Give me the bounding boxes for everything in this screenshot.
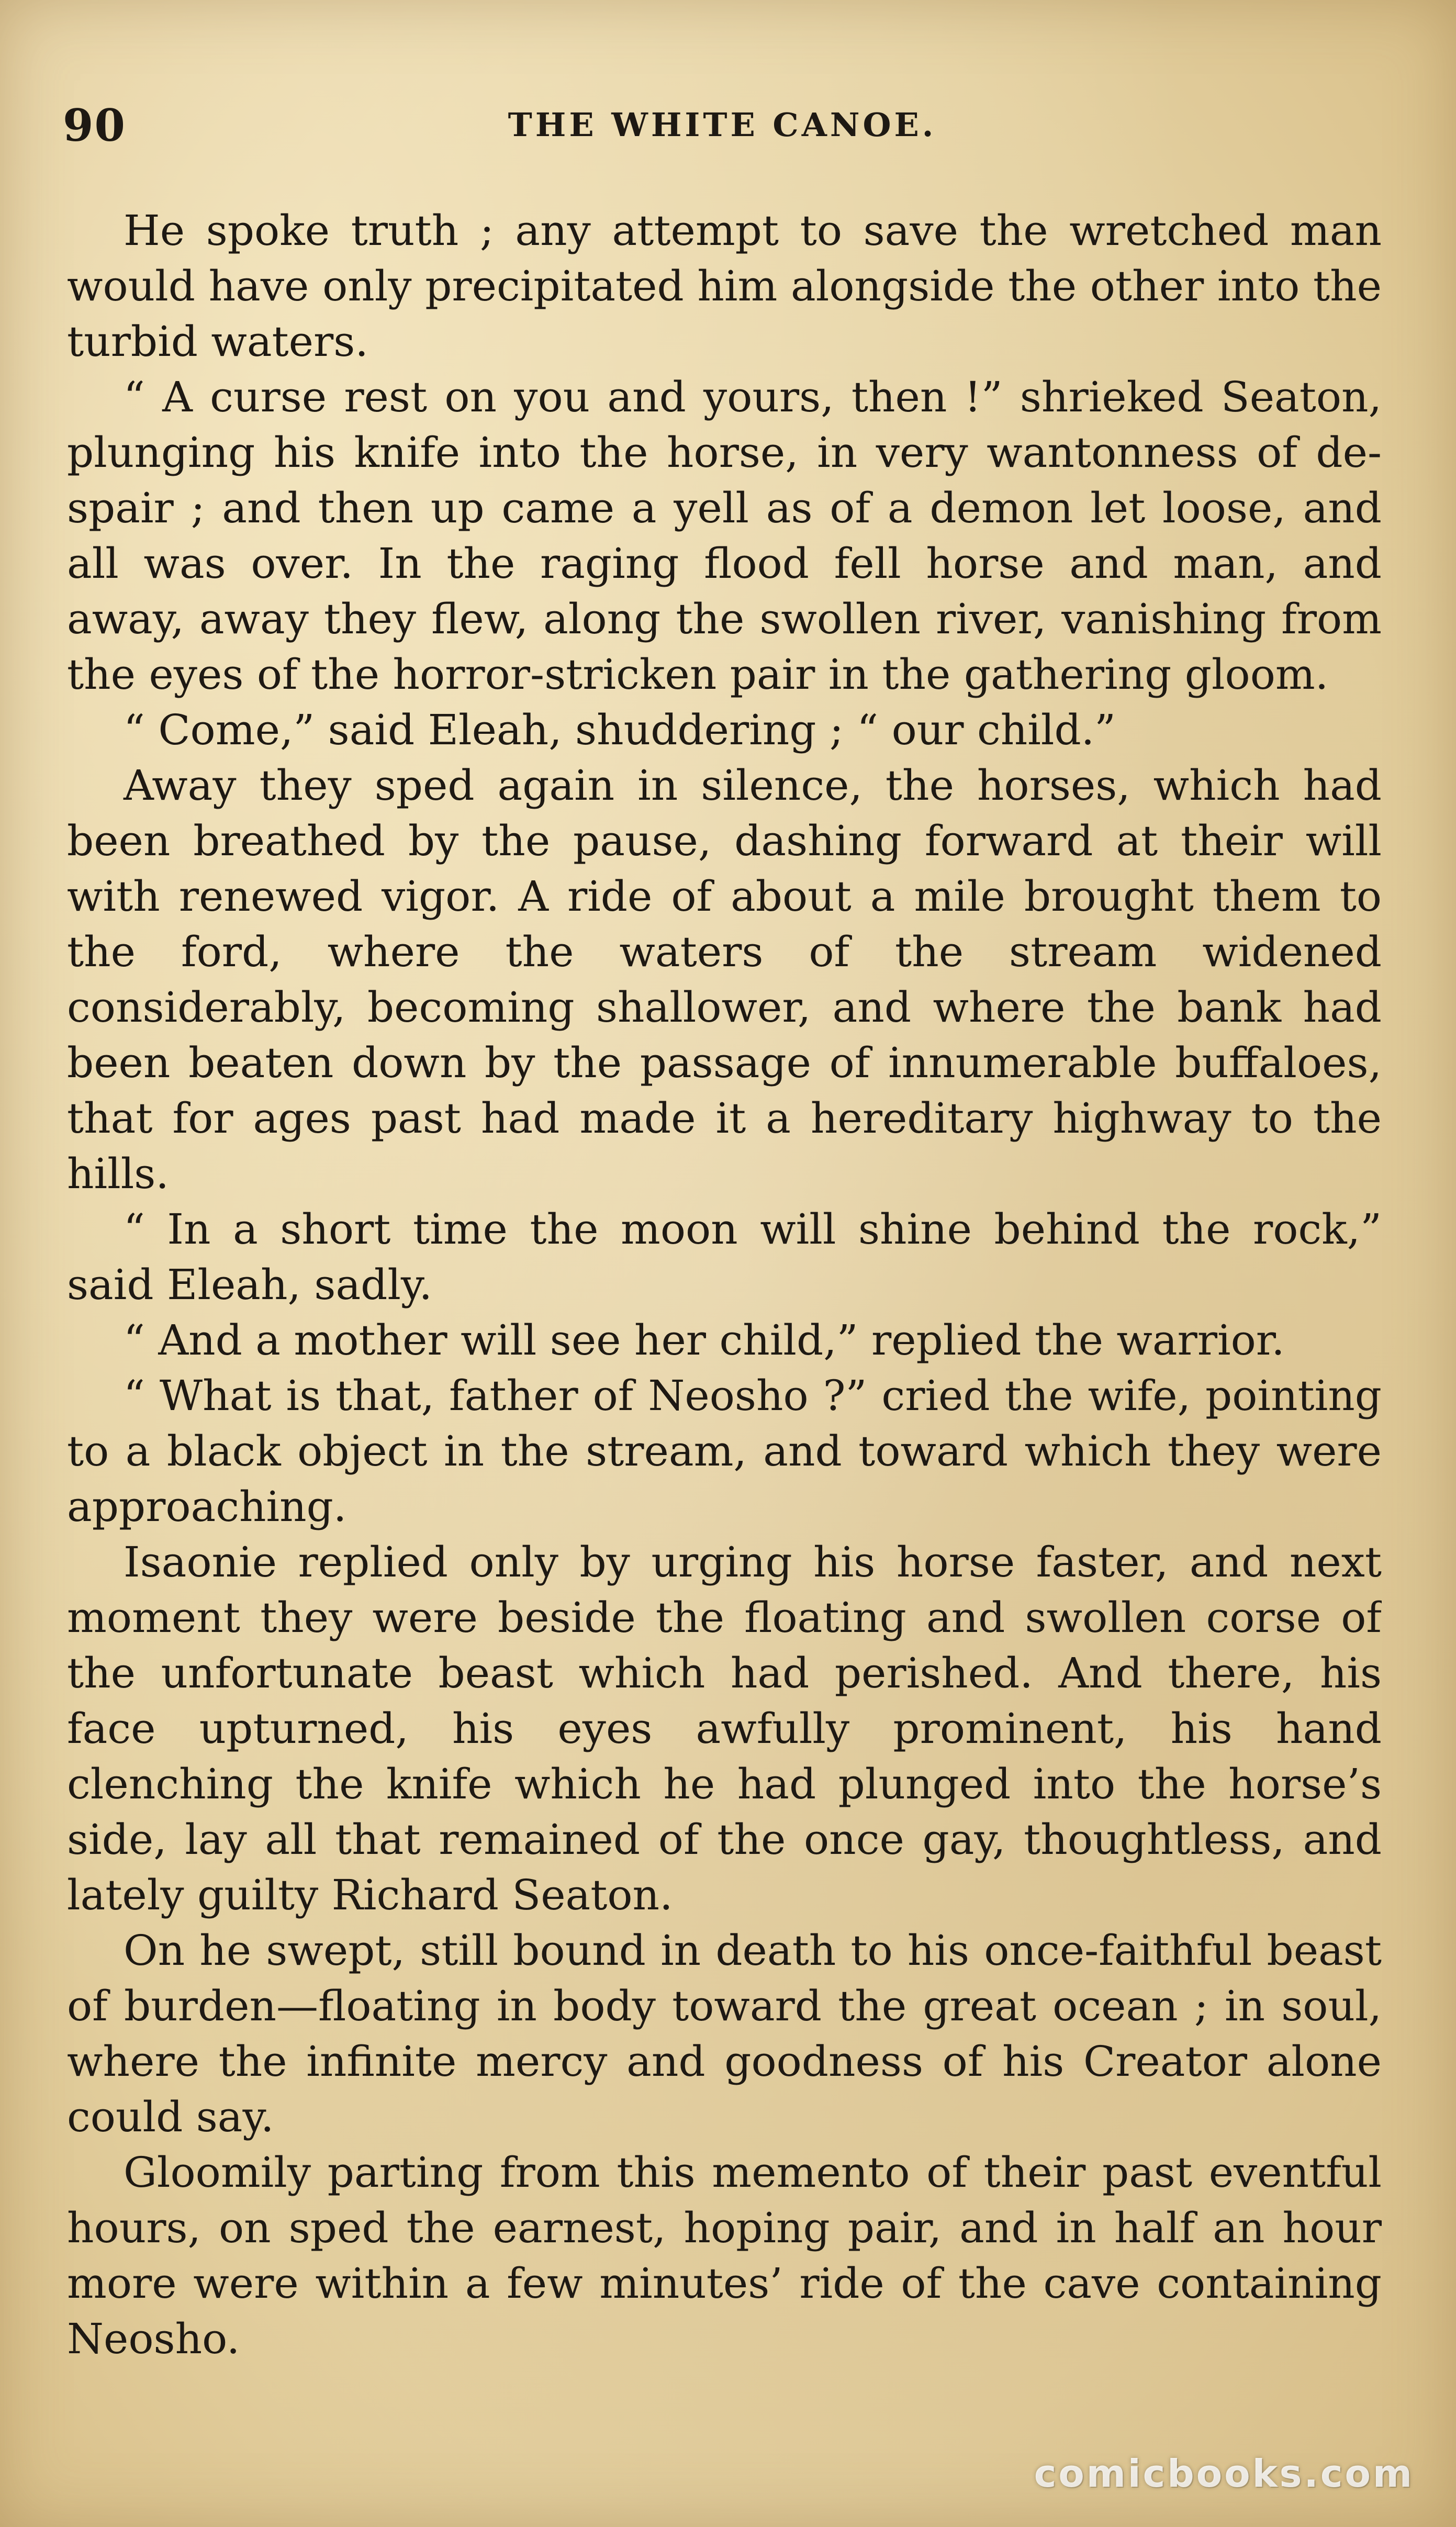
paragraph: Away they sped again in silence, the horses, which had been breathed by the pause, dashing forward at their will with renewed vigor. A ride of about a mile brought them to the ford, where the waters of the stream widened considerably, becoming shallower, and where the bank had been beaten down by the passage of innumerable buffaloes, that for ages past had made it a hereditary highway to the hills. bbox=[67, 761, 1382, 1198]
paragraph: “ And a mother will see her child,” replied the warrior. bbox=[124, 1316, 1285, 1365]
paragraph: Gloomily parting from this memento of their past eventful hours, on sped the earnest, hoping pair, and in half an hour more were within a few minutes’ ride of the cave containing Neosho. bbox=[67, 2148, 1382, 2363]
paragraph: “ In a short time the moon will shine behind the rock,” said Eleah, sadly. bbox=[67, 1205, 1382, 1309]
watermark: comicbooks.com bbox=[1034, 2452, 1414, 2496]
page-body bbox=[67, 203, 1382, 2448]
paragraph: On he swept, still bound in death to his once-faithful beast of burden—floating in body toward the great ocean ; in soul, where the infinite mercy and goodness of his Creator alone could say. bbox=[67, 1926, 1382, 2141]
paragraph: “ Come,” said Eleah, shuddering ; “ our child.” bbox=[124, 706, 1116, 754]
paragraph: “ A curse rest on you and yours, then !” shrieked Seaton, plunging his knife into the horse, in very wantonness of despair ; and then up came a yell as of a demon let loose, and all was over. In the raging flood fell horse and man, and away, away they flew, along the swollen river, vanishing from the eyes of the horror-stricken pair in the gathering gloom. bbox=[67, 373, 1382, 699]
paragraph: Isaonie replied only by urging his horse faster, and next moment they were beside the floating and swollen corse of the unfortunate beast which had perished. And there, his face upturned, his eyes awfully prominent, his hand clenching the knife which he had plunged into the horse’s side, lay all that remained of the once gay, thoughtless, and lately guilty Richard Seaton. bbox=[67, 1538, 1382, 1919]
running-title: THE WHITE CANOE. bbox=[508, 106, 937, 144]
page-number: 90 bbox=[63, 99, 126, 151]
paragraph: “ What is that, father of Neosho ?” cried the wife, pointing to a black object in the stream, and toward which they were approaching. bbox=[67, 1371, 1382, 1531]
page-header bbox=[63, 84, 1382, 162]
paragraph: He spoke truth ; any attempt to save the wretched man would have only precipitated him alongside the other into the turbid waters. bbox=[67, 206, 1382, 366]
